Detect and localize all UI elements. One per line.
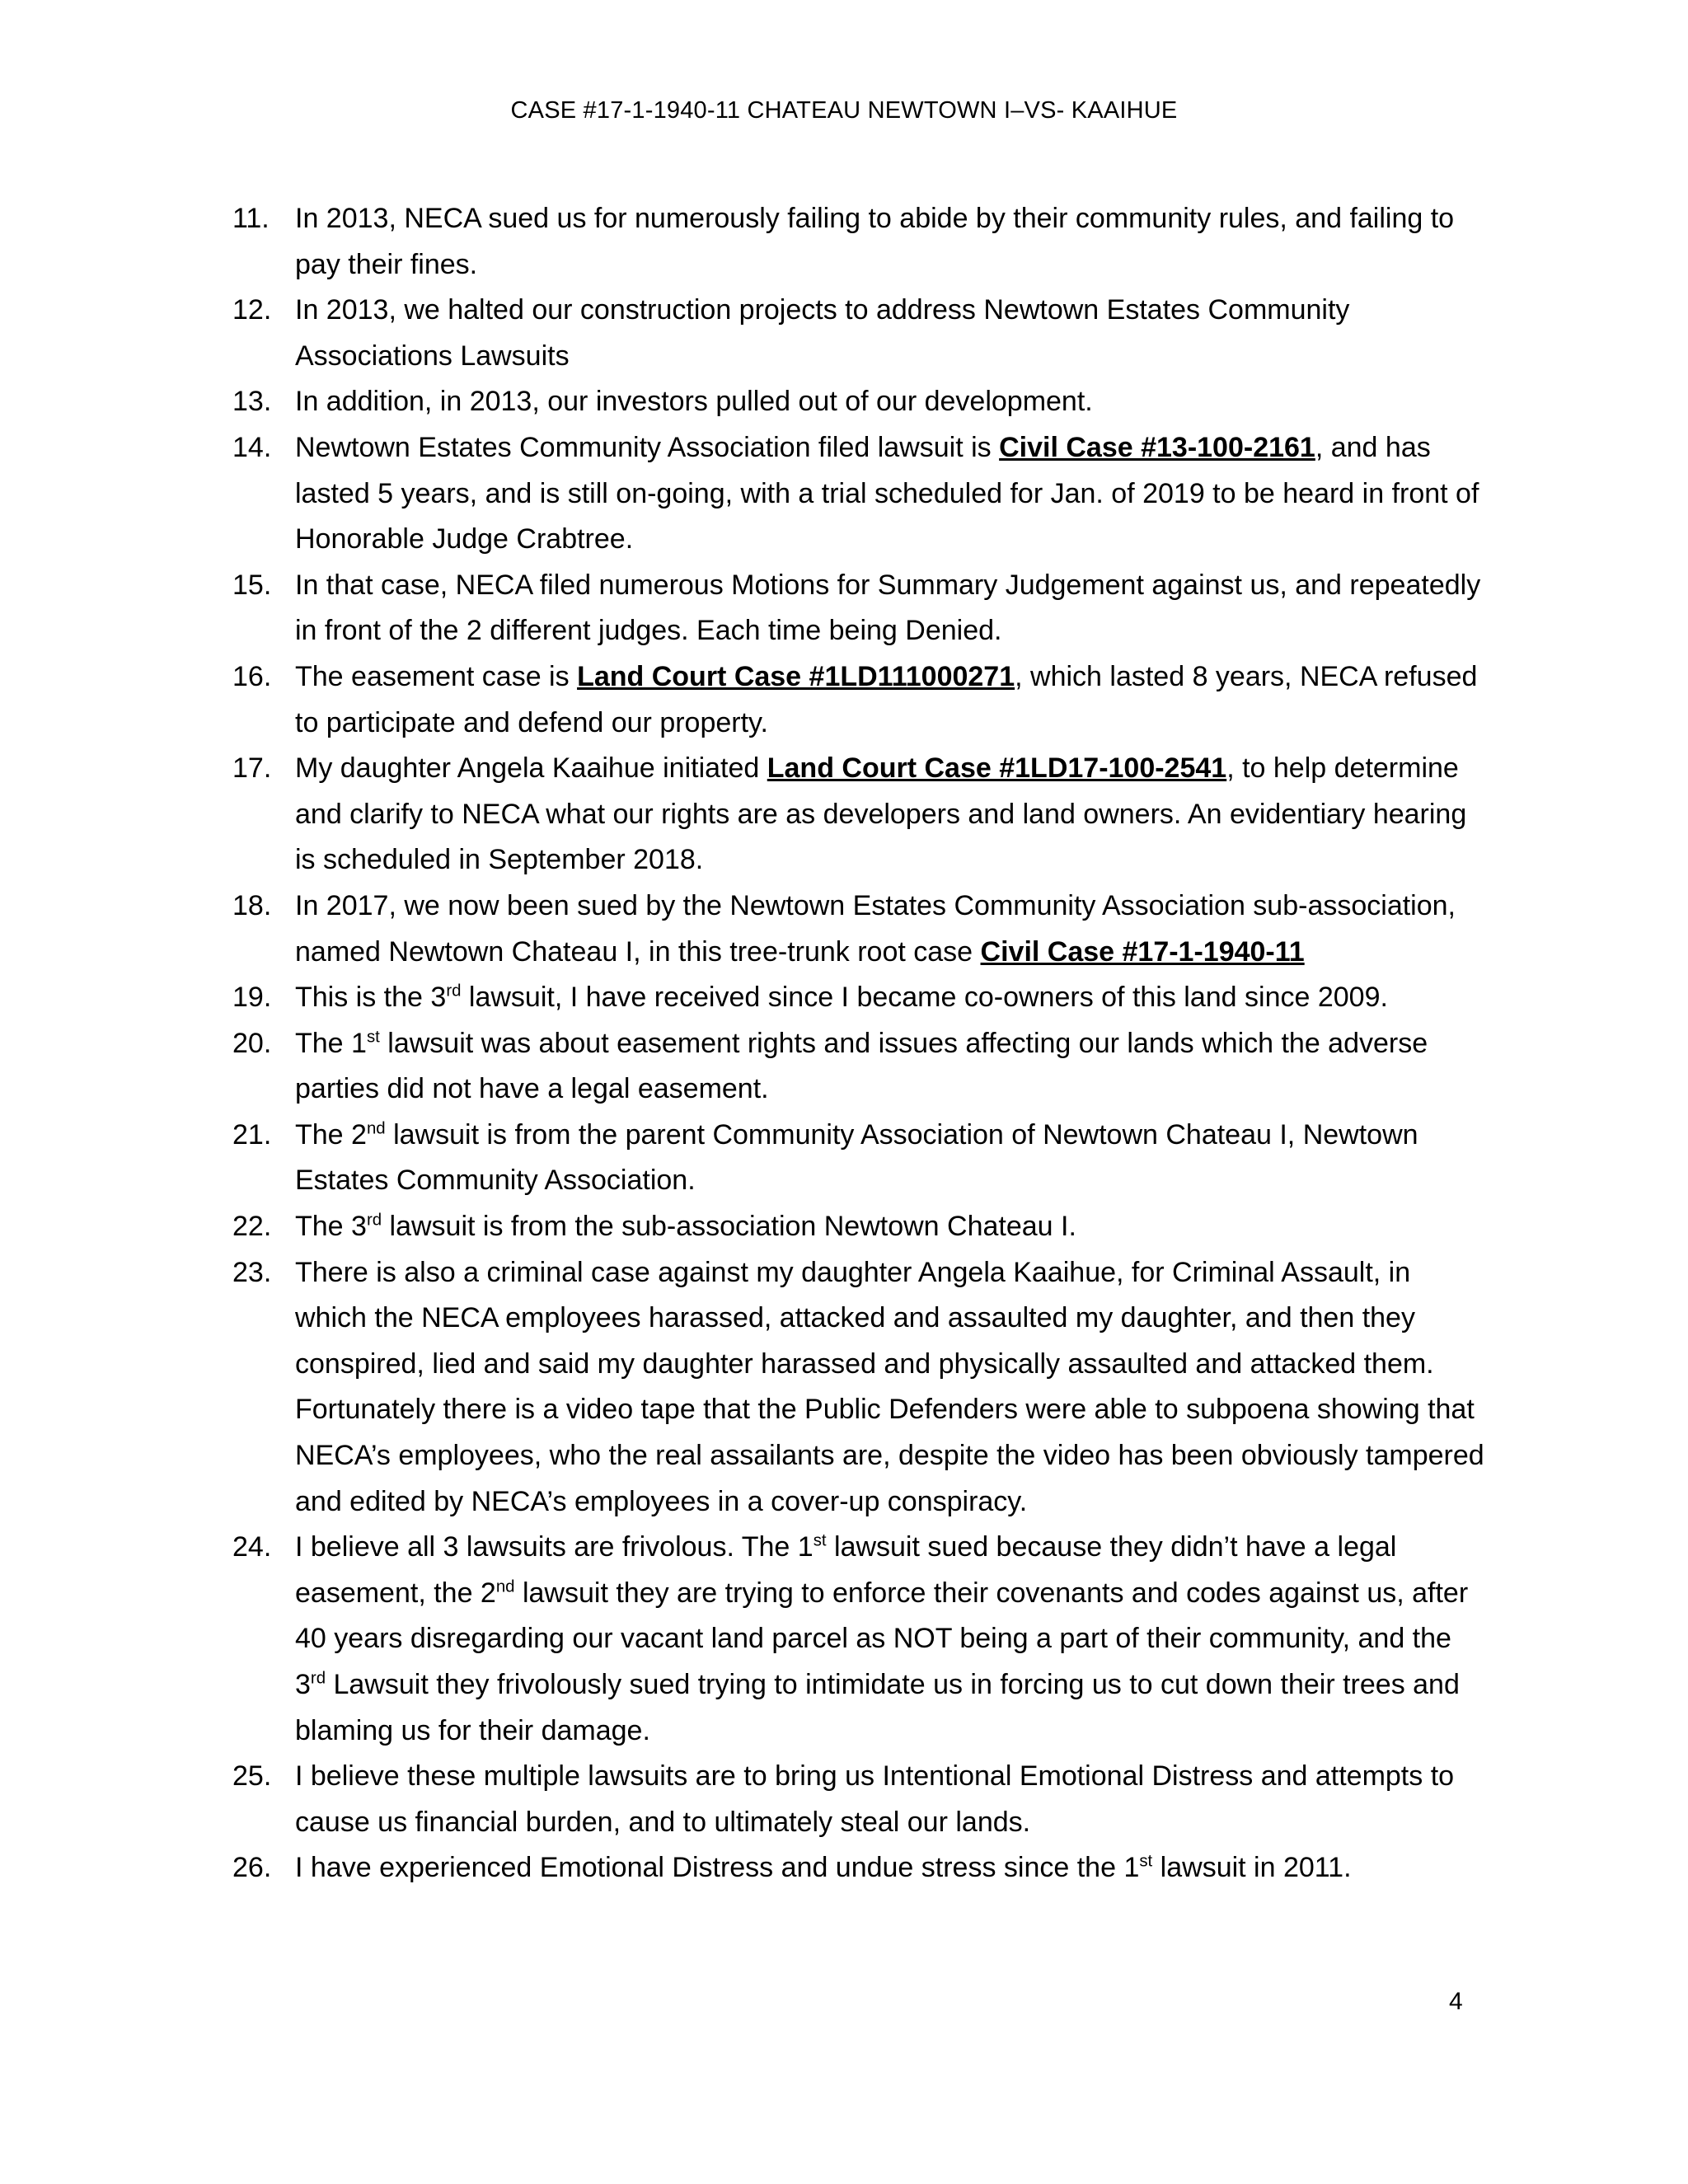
paragraph-text: , which lasted 8 years, NECA refused to participate and defend our property.	[295, 660, 1478, 738]
paragraph-number: 20.	[232, 1027, 272, 1059]
paragraph-text: In addition, in 2013, our investors pulled out of our development.	[295, 386, 1093, 418]
paragraph-text: Newtown Estates Community Association filed lawsuit is	[295, 431, 1000, 463]
paragraph-12	[232, 288, 1485, 379]
paragraph-text: lawsuit in 2011.	[1152, 1852, 1352, 1884]
paragraph-number: 18.	[232, 889, 272, 921]
paragraph-number: 15.	[232, 569, 272, 601]
paragraph-20	[232, 1021, 1485, 1113]
paragraph-text: The 3	[295, 1211, 367, 1243]
paragraph-text: There is also a criminal case against my daughter Angela Kaaihue, for Criminal Assault, in which the NECA employees harassed, attacked and assaulted my daughter, and then they conspired, lied and said my daughter harassed and physically assaulted and attacked them. Fortunately there is a video tape that the Public Defenders were able to subpoena showing that NECA’s employees, who the real assailants are, despite the video has been obviously tampered and edited by NECA’s employees in a cover-up conspiracy.	[295, 1256, 1484, 1517]
case-reference: Land Court Case #1LD17-100-2541	[767, 752, 1227, 785]
paragraph-text: The easement case is	[295, 660, 578, 692]
paragraph-number: 13.	[232, 386, 272, 418]
paragraph-text: The 1	[295, 1027, 367, 1059]
paragraph-18	[232, 883, 1485, 975]
paragraph-19	[232, 975, 1485, 1021]
case-reference: Land Court Case #1LD111000271	[577, 660, 1015, 692]
paragraph-number: 19.	[232, 982, 272, 1014]
paragraph-25	[232, 1754, 1485, 1845]
ordinal-suffix: st	[813, 1531, 827, 1550]
paragraph-text: This is the 3	[295, 982, 447, 1014]
paragraph-text: In 2017, we now been sued by the Newtown Estates Community Association sub-association, named Newtown Chateau I, in this tree-trunk root case	[295, 889, 1456, 968]
paragraph-22	[232, 1204, 1485, 1250]
paragraph-number: 16.	[232, 660, 272, 692]
paragraph-text: In 2013, we halted our construction projects to address Newtown Estates Community Associations Lawsuits	[295, 294, 1350, 372]
paragraph-number: 23.	[232, 1256, 272, 1288]
paragraph-number: 11.	[232, 203, 270, 234]
paragraph-text: lawsuit is from the parent Community Association of Newtown Chateau I, Newtown Estates Community Association.	[295, 1118, 1418, 1197]
paragraph-text: lawsuit, I have received since I became co-owners of this land since 2009.	[461, 982, 1388, 1014]
numbered-paragraph-list	[232, 196, 1485, 1891]
paragraph-text: The 2	[295, 1118, 367, 1151]
paragraph-number: 17.	[232, 752, 272, 785]
paragraph-11	[232, 196, 1485, 288]
paragraph-24	[232, 1525, 1485, 1754]
paragraph-23	[232, 1250, 1485, 1526]
paragraph-text: Lawsuit they frivolously sued trying to intimidate us in forcing us to cut down their trees and blaming us for their damage.	[295, 1669, 1460, 1746]
case-header: CASE #17-1-1940-11 CHATEAU NEWTOWN I–VS- KAAIHUE	[510, 97, 1178, 124]
ordinal-suffix: nd	[366, 1119, 386, 1138]
case-reference: Civil Case #13-100-2161	[999, 431, 1315, 463]
paragraph-number: 25.	[232, 1760, 272, 1793]
ordinal-suffix: st	[366, 1028, 380, 1047]
paragraph-number: 21.	[232, 1118, 272, 1151]
paragraph-13	[232, 379, 1485, 425]
case-reference: Civil Case #17-1-1940-11	[980, 935, 1305, 968]
paragraph-text: I have experienced Emotional Distress and undue stress since the 1	[295, 1852, 1140, 1884]
paragraph-text: In that case, NECA filed numerous Motions for Summary Judgement against us, and repeatedly in front of the 2 different judges. Each time being Denied.	[295, 569, 1481, 647]
paragraph-text: lawsuit was about easement rights and issues affecting our lands which the adverse parties did not have a legal easement.	[295, 1027, 1428, 1105]
paragraph-16	[232, 654, 1485, 746]
paragraph-26	[232, 1845, 1485, 1891]
ordinal-suffix: st	[1139, 1853, 1153, 1872]
page-number: 4	[1449, 1988, 1463, 2015]
paragraph-text: lawsuit sued because they didn’t have a legal easement, the 2	[295, 1531, 1397, 1609]
paragraph-14	[232, 425, 1485, 563]
paragraph-number: 22.	[232, 1211, 272, 1243]
ordinal-suffix: nd	[495, 1577, 515, 1596]
paragraph-text: lawsuit is from the sub-association Newtown Chateau I.	[382, 1211, 1076, 1243]
paragraph-text: I believe all 3 lawsuits are frivolous. The 1	[295, 1531, 814, 1563]
paragraph-text: My daughter Angela Kaaihue initiated	[295, 752, 767, 785]
paragraph-text: , and has lasted 5 years, and is still on-going, with a trial scheduled for Jan. of 2019 to be heard in front of Honorable Judge Crabtree.	[295, 431, 1479, 555]
paragraph-number: 14.	[232, 431, 272, 463]
paragraph-text: In 2013, NECA sued us for numerously failing to abide by their community rules, and failing to pay their fines.	[295, 203, 1455, 280]
paragraph-number: 24.	[232, 1531, 272, 1563]
paragraph-21	[232, 1113, 1485, 1204]
paragraph-text: lawsuit they are trying to enforce their covenants and codes against us, after 40 years disregarding our vacant land parcel as NOT being a part of their community, and the 3	[295, 1577, 1469, 1700]
paragraph-17	[232, 746, 1485, 883]
ordinal-suffix: rd	[310, 1669, 326, 1688]
paragraph-text: I believe these multiple lawsuits are to bring us Intentional Emotional Distress and attempts to cause us financial burden, and to ultimately steal our lands.	[295, 1760, 1455, 1838]
paragraph-number: 26.	[232, 1852, 272, 1884]
paragraph-15	[232, 563, 1485, 654]
paragraph-number: 12.	[232, 294, 272, 326]
ordinal-suffix: rd	[446, 982, 462, 1001]
paragraph-text: , to help determine and clarify to NECA what our rights are as developers and land owners. An evidentiary hearing is scheduled in September 2018.	[295, 752, 1467, 876]
ordinal-suffix: rd	[366, 1211, 382, 1230]
